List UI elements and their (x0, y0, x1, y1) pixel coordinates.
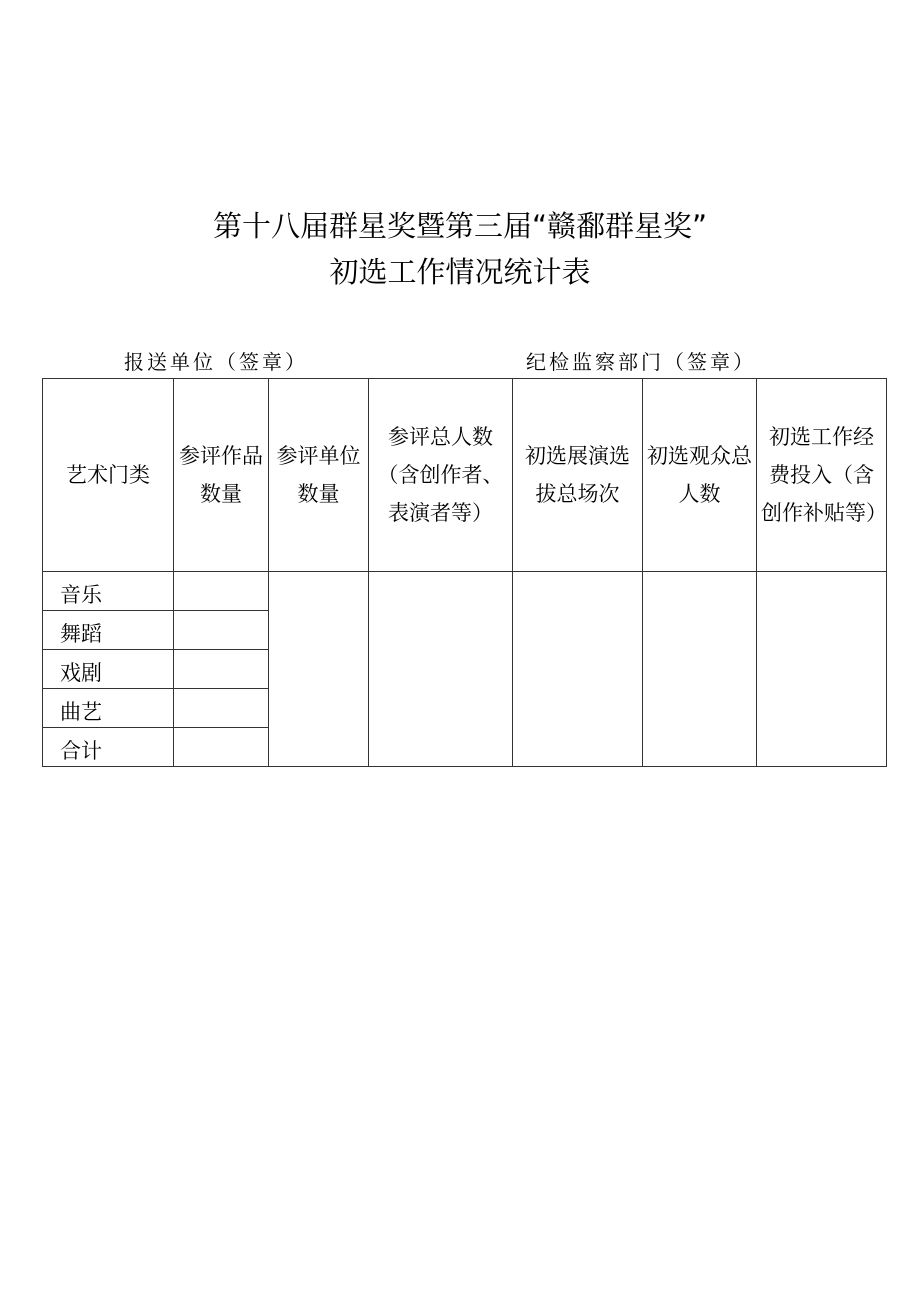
row-label-total: 合计 (43, 728, 174, 767)
table-header-row (43, 379, 887, 572)
cell-audience-count[interactable] (643, 572, 757, 767)
cell-work-count-total[interactable] (174, 728, 269, 767)
header-audience-count: 初选观众总人数 (643, 379, 757, 572)
cell-work-count-quyi[interactable] (174, 689, 269, 728)
cell-work-count-drama[interactable] (174, 650, 269, 689)
header-work-count: 参评作品数量 (174, 379, 269, 572)
cell-performance-sessions[interactable] (513, 572, 643, 767)
header-unit-count: 参评单位数量 (269, 379, 369, 572)
document-title: 第十八届群星奖暨第三届“赣鄱群星奖” (212, 209, 708, 243)
cell-funding[interactable] (757, 572, 887, 767)
row-label-quyi: 曲艺 (43, 689, 174, 728)
cell-unit-count[interactable] (269, 572, 369, 767)
header-total-participants: 参评总人数（含创作者、表演者等） (369, 379, 513, 572)
cell-work-count-music[interactable] (174, 572, 269, 611)
row-label-music: 音乐 (43, 572, 174, 611)
discipline-dept-label: 纪检监察部门（签章） (526, 350, 756, 374)
document-subtitle: 初选工作情况统计表 (329, 255, 591, 289)
row-label-drama: 戏剧 (43, 650, 174, 689)
header-art-category: 艺术门类 (43, 379, 174, 572)
statistics-table (42, 378, 887, 767)
cell-total-participants[interactable] (369, 572, 513, 767)
header-funding: 初选工作经费投入（含创作补贴等） (757, 379, 887, 572)
cell-work-count-dance[interactable] (174, 611, 269, 650)
row-label-dance: 舞蹈 (43, 611, 174, 650)
table-row (43, 572, 887, 611)
submit-unit-label: 报送单位（签章） (124, 350, 308, 374)
header-performance-sessions: 初选展演选拔总场次 (513, 379, 643, 572)
